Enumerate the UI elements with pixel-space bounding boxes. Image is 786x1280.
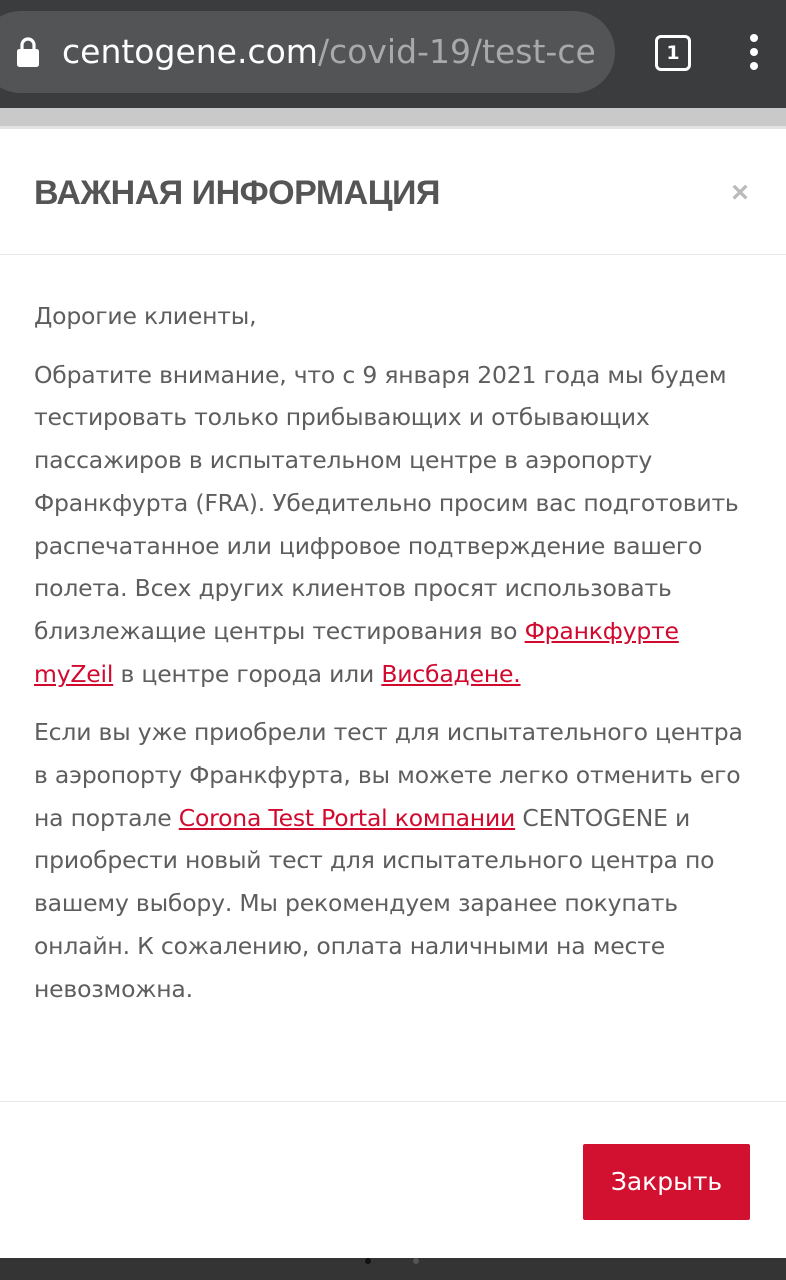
browser-toolbar (0, 0, 786, 108)
url-text[interactable] (62, 31, 596, 73)
refund-paragraph (34, 711, 752, 1010)
wiesbaden-link[interactable]: Висбадене. (381, 659, 521, 688)
greeting-text: Дорогие клиенты, (34, 302, 257, 330)
lock-icon (16, 36, 40, 68)
modal-header (0, 129, 786, 255)
modal-title: ВАЖНАЯ ИНФОРМАЦИЯ (34, 174, 440, 212)
close-button[interactable]: Закрыть (583, 1144, 750, 1220)
more-vert-icon[interactable] (740, 34, 768, 70)
modal-body (34, 295, 752, 1026)
modal-footer (0, 1101, 786, 1261)
close-icon[interactable]: × (731, 176, 749, 209)
notice-paragraph (34, 354, 752, 696)
notice-text-1: Обратите внимание, что с 9 января 2021 года мы будем тестировать только прибывающих и отбывающих пассажиров в испытательном центре в аэропорту Франкфурта (FRA). Убедительно просим вас подготовить распечатанное или цифровое подтверждение вашего полета. Всех других клиентов просят использовать близлежащие центры тестирования во (34, 360, 739, 645)
page-dot-active (365, 1258, 371, 1264)
notice-text-2: в центре города или (113, 659, 382, 688)
address-bar[interactable] (0, 11, 615, 93)
refund-text-2: CENTOGENE и приобрести новый тест для испытательного центра по вашему выбору. Мы рекомендуем заранее покупать онлайн. К сожалению, оплата наличными на месте невозможна. (34, 803, 715, 1003)
refund-text-1: Если вы уже приобрели тест для испытательного центра в аэропорту Франкфурта, вы можете легко отменить его на портале (34, 718, 743, 832)
corona-test-portal-link[interactable]: Corona Test Portal компании (178, 803, 516, 832)
url-path: /covid-19/test-ce (317, 32, 596, 71)
frankfurt-myzeil-link[interactable]: Франкфурте myZeil (34, 616, 679, 688)
page-dot (413, 1258, 419, 1264)
page-backdrop (0, 108, 786, 126)
tab-switcher-button[interactable]: 1 (655, 35, 691, 71)
bottom-page-indicator-bar (0, 1258, 786, 1280)
url-domain: centogene.com (62, 32, 318, 71)
important-info-modal (0, 126, 786, 1258)
